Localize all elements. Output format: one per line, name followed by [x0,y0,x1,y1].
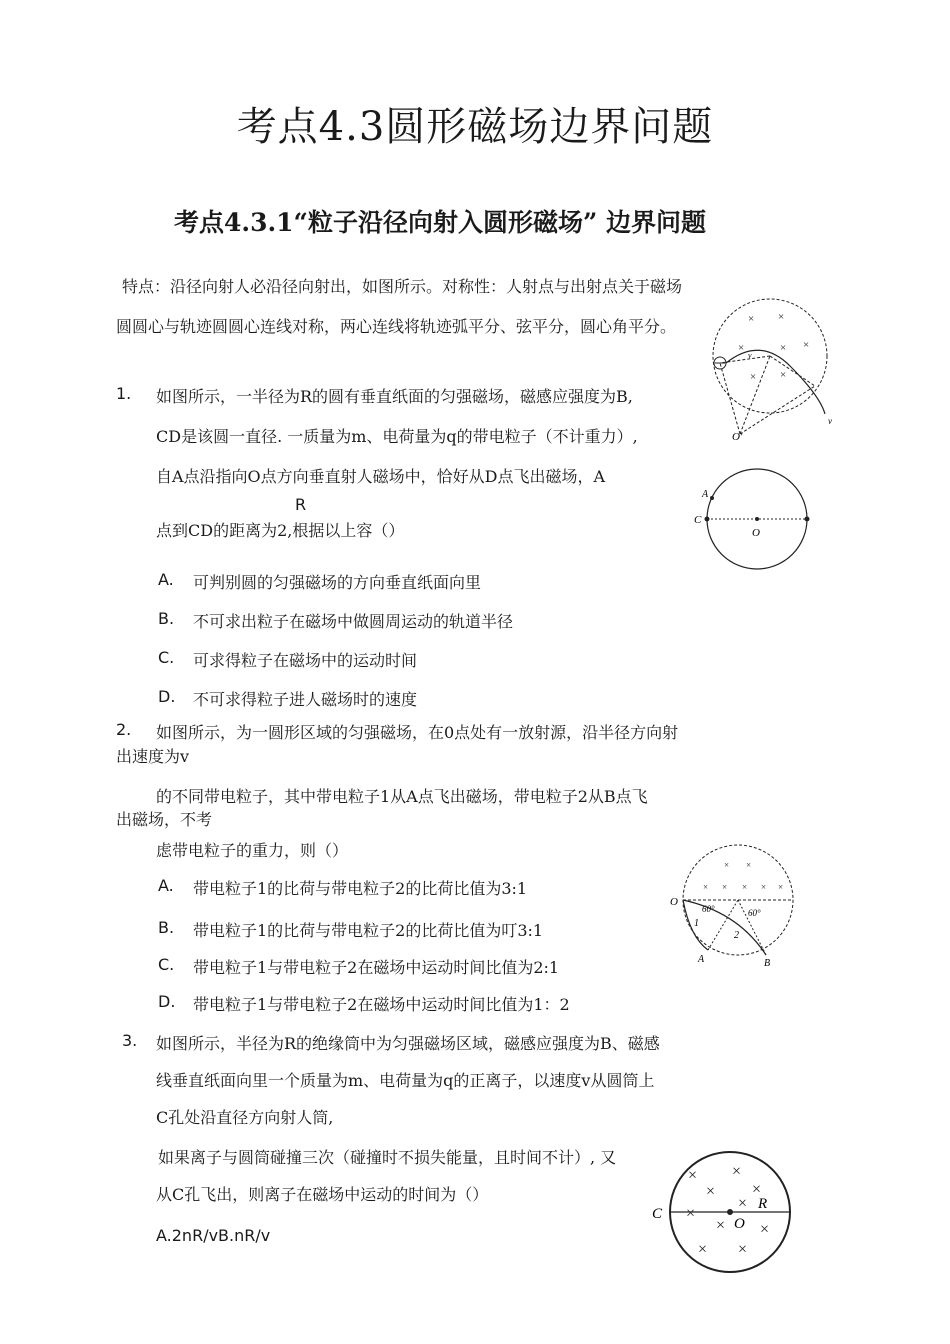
q3-line-3: C孔处沿直径方向射人筒, [156,1108,334,1127]
page-title: 考点4.3圆形磁场边界问题 [236,104,714,150]
svg-text:×: × [780,369,787,381]
svg-text:×: × [732,1163,742,1180]
q2-line-2b: 出磁场，不考 [116,810,213,829]
q1-option-c: 可求得粒子在磁场中的运动时间 [193,651,418,670]
fig3-label-1: 1 [694,918,699,929]
q2-line-1: 如图所示，为一圆形区域的匀强磁场，在0点处有一放射源，沿半径方向射 [156,723,679,742]
svg-text:×: × [752,1181,762,1198]
q2-number: 2. [116,720,132,739]
svg-text:×: × [703,882,709,892]
q1-line-2: CD是该圆一直径. 一质量为m、电荷量为q的带电粒子（不计重力）, [156,427,638,446]
q1-option-b-label: B. [158,609,175,628]
fig4-label-o: O [734,1216,745,1232]
q1-option-d-label: D. [158,687,176,706]
svg-text:×: × [686,1205,696,1222]
figure-two-particles-diagram [668,842,798,968]
fig3-angle-2: 60° [748,908,761,918]
svg-text:×: × [761,882,767,892]
svg-text:×: × [738,1241,748,1258]
q2-option-c: 带电粒子1与带电粒子2在磁场中运动时间比值为2:1 [193,958,560,977]
svg-text:×: × [716,1217,726,1234]
q2-line-2: 的不同带电粒子，其中带电粒子1从A点飞出磁场，带电粒子2从B点飞 [156,787,648,806]
q2-option-b: 带电粒子1的比荷与带电粒子2的比荷比值为叮3:1 [193,921,544,940]
fig4-label-c: C [652,1206,663,1222]
svg-text:×: × [803,339,810,351]
q1-option-b: 不可求出粒子在磁场中做圆周运动的轨道半径 [193,612,514,631]
q2-line-1b: 出速度为v [116,747,190,766]
svg-text:×: × [706,1183,716,1200]
svg-text:×: × [688,1167,698,1184]
svg-text:×: × [724,860,730,870]
q1-option-c-label: C. [158,648,175,667]
intro-line-2: 圆圆心与轨迹圆圆心连线对称，两心连线将轨迹弧平分、弦平分，圆心角平分。 [116,317,677,336]
q3-number: 3. [122,1031,138,1050]
svg-text:×: × [698,1241,708,1258]
q2-option-d-label: D. [158,992,176,1011]
q2-option-a-label: A. [158,876,174,895]
q3-line-4: 如果离子与圆筒碰撞三次（碰撞时不损失能量，且时间不计）, 又 [158,1148,617,1167]
q3-line-2: 线垂直纸面向里一个质量为m、电荷量为q的正离子，以速度v从圆筒上 [156,1071,655,1090]
q1-option-d: 不可求得粒子进人磁场时的速度 [193,690,418,709]
figure-radial-entry-diagram [700,296,840,446]
q1-line-3: 自A点沿指向O点方向垂直射人磁场中，恰好从D点飞出磁场，A [156,467,606,486]
fig2-label-o: O [752,527,760,539]
q2-option-c-label: C. [158,955,175,974]
fig1-label-v: v [828,416,832,426]
intro-line-1: 特点：沿径向射人必沿径向射出，如图所示。对称性：人射点与出射点关于磁场 [122,277,683,296]
fig3-label-a: A [698,954,705,965]
q2-option-b-label: B. [158,918,175,937]
q1-line-1: 如图所示，一半径为R的圆有垂直纸面的匀强磁场，磁感应强度为B, [156,387,633,406]
svg-text:×: × [722,882,728,892]
svg-text:×: × [738,1195,748,1212]
svg-text:×: × [750,371,757,383]
q1-number: 1. [116,384,132,403]
q2-line-3: 虑带电粒子的重力，则（） [156,841,349,860]
svg-text:×: × [738,342,745,354]
figure-cylinder-diagram [650,1148,800,1276]
q3-line-6: A.2nR/vB.nR/v [156,1226,271,1245]
field-cross-marks [703,860,783,892]
q1-line-4: 点到CD的距离为2,根据以上容（） [156,521,405,540]
fig3-label-b: B [764,958,771,968]
q2-option-d: 带电粒子1与带电粒子2在磁场中运动时间比值为1：2 [193,995,570,1014]
q3-line-1: 如图所示，半径为R的绝缘筒中为匀强磁场区域，磁感应强度为B、磁感 [156,1034,660,1053]
field-cross-marks [738,311,809,383]
q2-option-a: 带电粒子1的比荷与带电粒子2的比荷比值为3:1 [193,879,528,898]
q3-line-5: 从C孔飞出，则离子在磁场中运动的时间为（） [156,1185,489,1204]
svg-text:×: × [746,860,752,870]
section-subtitle: 考点4.3.1“粒子沿径向射入圆形磁场” 边界问题 [173,208,707,237]
fig1-label-v-inner: v [748,351,752,360]
fig3-label-2: 2 [734,930,739,941]
q1-fraction-numerator: R [295,495,307,514]
fig1-label-o-prime: O' [732,431,743,443]
figure-circle-cd-diagram [690,466,820,574]
fig2-label-a: A [702,489,709,500]
fig4-label-r: R [758,1196,768,1212]
svg-text:×: × [780,342,787,354]
svg-text:×: × [760,1221,770,1238]
q1-option-a: 可判别圆的匀强磁场的方向垂直纸面向里 [193,573,482,592]
fig3-angle-1: 60° [702,904,715,914]
fig3-label-o: O [670,896,678,908]
q1-option-a-label: A. [158,570,174,589]
fig2-label-c: C [694,514,702,526]
svg-text:×: × [778,311,785,323]
svg-text:×: × [748,313,755,325]
svg-text:×: × [778,882,784,892]
svg-text:×: × [742,882,748,892]
